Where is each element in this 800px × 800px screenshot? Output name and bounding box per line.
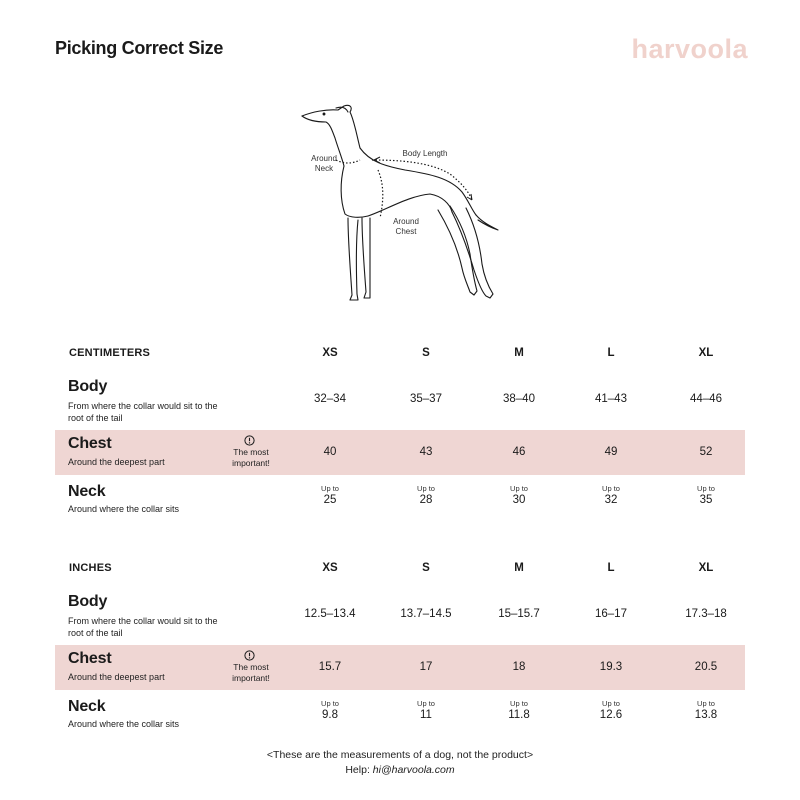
chest-value: 15.7 [318,661,342,673]
body-value: 17.3–18 [685,608,727,620]
page-title: Picking Correct Size [55,38,224,58]
body-row-label: Body [68,378,108,395]
body-value: 16–17 [595,608,627,620]
size-header-m: M [514,347,524,359]
size-header-m: M [514,562,524,574]
help-prefix: Help: [345,764,373,776]
body-value: 32–34 [314,393,346,405]
neck-up-to-label: Up to [602,484,620,493]
neck-up-to-label: Up to [417,484,435,493]
unit-header: CENTIMETERS [69,347,151,359]
brand-logo: harvoola [631,34,748,64]
neck-value: 28 [419,494,433,506]
size-header-l: L [607,562,615,574]
neck-row-label: Neck [68,483,106,500]
neck-value: 12.6 [599,709,623,721]
chest-row-label: Chest [68,435,112,452]
chest-value: 52 [699,446,713,458]
help-email-link[interactable]: hi@harvoola.com [372,764,455,776]
unit-header: INCHES [69,562,112,574]
neck-up-to-label: Up to [321,699,339,708]
chest-row-description: Around the deepest part [68,457,165,467]
most-important-note: The most important! [232,447,270,468]
neck-value: 13.8 [694,709,718,721]
chest-value: 20.5 [694,661,718,673]
size-header-s: S [422,562,430,574]
body-row-description: From where the collar would sit to the root of the tail [68,401,218,423]
help-line [0,764,800,776]
alert-circle-icon [244,433,255,444]
neck-value: 35 [699,494,713,506]
neck-value: 32 [604,494,618,506]
neck-label: Around Neck [311,154,337,173]
chest-value: 18 [512,661,526,673]
neck-up-to-label: Up to [602,699,620,708]
body-row-label: Body [68,593,108,610]
chest-label: Around Chest [393,217,419,236]
neck-up-to-label: Up to [510,484,528,493]
neck-value: 25 [323,494,337,506]
body-row-description: From where the collar would sit to the root of the tail [68,616,218,638]
neck-up-to-label: Up to [510,699,528,708]
chest-value: 17 [419,661,433,673]
size-header-xl: XL [698,347,714,359]
body-value: 38–40 [503,393,535,405]
chest-row-label: Chest [68,650,112,667]
neck-value: 30 [512,494,526,506]
neck-up-to-label: Up to [697,699,715,708]
body-length-label: Body Length [402,149,448,158]
neck-up-to-label: Up to [321,484,339,493]
neck-row-label: Neck [68,698,106,715]
neck-up-to-label: Up to [417,699,435,708]
neck-value: 9.8 [322,709,338,721]
chest-value: 43 [419,446,433,458]
neck-row-description: Around where the collar sits [68,719,180,729]
dog-outline-illustration [290,100,510,310]
most-important-note: The most important! [232,662,270,683]
body-value: 12.5–13.4 [304,608,356,620]
body-value: 15–15.7 [498,608,540,620]
neck-value: 11 [420,709,432,721]
measurement-note: <These are the measurements of a dog, not the product> [266,749,534,761]
neck-up-to-label: Up to [697,484,715,493]
size-header-xl: XL [698,562,714,574]
chest-value: 49 [604,446,618,458]
size-header-xs: XS [322,347,338,359]
size-header-xs: XS [322,562,338,574]
chest-value: 19.3 [599,661,623,673]
size-header-l: L [607,347,615,359]
body-value: 41–43 [595,393,627,405]
body-value: 44–46 [690,393,722,405]
body-value: 35–37 [410,393,442,405]
neck-row-description: Around where the collar sits [68,504,180,514]
chest-value: 40 [323,446,337,458]
size-header-s: S [422,347,430,359]
chest-value: 46 [512,446,526,458]
neck-value: 11.8 [508,709,530,721]
body-value: 13.7–14.5 [400,608,452,620]
dog-measurement-diagram [290,100,510,310]
alert-circle-icon [244,648,255,659]
chest-row-description: Around the deepest part [68,672,165,682]
